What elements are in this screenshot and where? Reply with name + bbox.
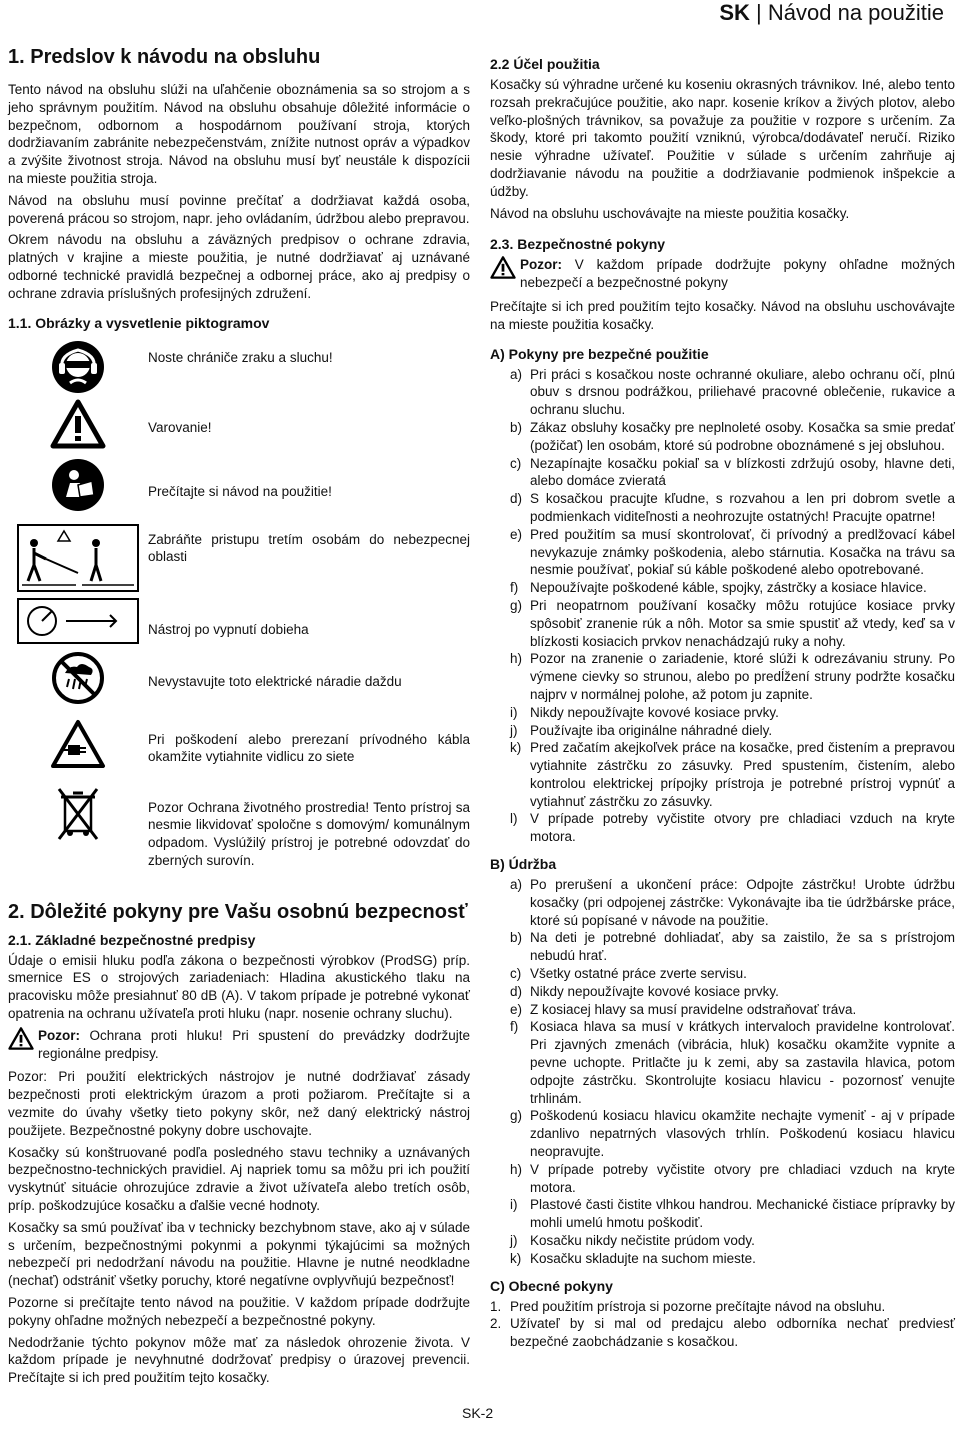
- s1-paragraph: Okrem návodu na obsluhu a záväzných predpisov o ochrane zdravia, platných v krajine a mieste použitia, je nutné dodržiavať aj uznávané odborné technické pravidlá bezpečnej a odbornej práce, ako aj predpisy o ochrane zdravia príslušných profesijných združení.: [8, 232, 470, 301]
- list-item: [490, 419, 955, 455]
- list-item-text: Kosačku nikdy nečistite prúdom vody.: [530, 1233, 755, 1249]
- unplug-icon: [50, 719, 106, 769]
- list-item: [490, 579, 955, 597]
- list-item-text: Nikdy nepoužívajte kovové kosiace prvky.: [530, 704, 779, 720]
- list-item-marker: a): [510, 366, 523, 382]
- list-item-marker: b): [510, 930, 523, 946]
- list-item-marker: h): [510, 651, 523, 667]
- list-item: [490, 739, 955, 810]
- left-column: [8, 42, 470, 1391]
- s2-paragraph: Kosačky sú konštruované podľa posledného stavu techniky a uznávaných bezpečnostno-technických pravidiel. Aj napriek tomu sa môžu pri ich použití vyskytnúť situácie ohrozujúce zdravie a život užívateľa alebo tretích osôb, príp. poškodzujúce kosačku a ďalšie vecné hodnoty.: [8, 1144, 470, 1213]
- list-item-marker: c): [510, 966, 522, 982]
- list-item: [490, 1298, 955, 1316]
- list-item-marker: b): [510, 419, 523, 435]
- list-item: [490, 1196, 955, 1232]
- warning-label: Pozor:: [38, 1027, 80, 1043]
- list-item: [490, 965, 955, 983]
- list-item: [490, 366, 955, 419]
- s2-paragraph: Údaje o emisii hluku podľa zákona o bezpečnosti výrobkov (ProdSG) príp. smernice ES o strojových zariadeniach: Hladina akustického tlaku na pracovisku môže presiahnuť 80 dB (A). V takom prípade je potrebné vykonať opatrenia na ochranu užívateľa proti hluku (napr. nosenie ochrany sluchu).: [8, 952, 470, 1021]
- list-item-text: Po prerušení a ukončení práce: Odpojte zástrčku! Urobte údržbu kosačky (pri odpojenej zástrčke: Vykonávajte iba tie údržbárske práce, ktoré sú popísané v návode na použitie.: [530, 877, 955, 928]
- list-item: [490, 1001, 955, 1019]
- s2-paragraph: Nedodržanie týchto pokynov môže mať za následok ohrozenie života. V každom prípade je nevyhnutné dodržovať predpisy o úrazovej prevencii. Prečítajte si ich pred použitím tejto kosačky.: [8, 1334, 470, 1386]
- list-item-text: Nepoužívajte poškodené káble, spojky, zástrčky a kosiace hlavice.: [530, 580, 927, 596]
- pictogram-text: Noste chrániče zraku a sluchu!: [148, 349, 333, 365]
- pictogram-row: [8, 523, 470, 597]
- list-item-text: Zákaz obsluhy kosačky pre neplnoleté osoby. Kosačka sa smie predať (požičať) len osobám, ktoré sú podrobne oboznámené s jej obsluhou.: [530, 419, 955, 453]
- list-item: [490, 455, 955, 491]
- pictogram-list: [8, 341, 470, 873]
- list-item: [490, 526, 955, 579]
- list-item-text: Pri neopatrnom používaní kosačky môžu rotujúce kosiace prvky spôsobiť zranenie rúk a nôh. Motor sa smie spustiť až vtedy, keď sa v blízkosti kosiacich prvkov nenachádzajú ruky a nohy.: [530, 597, 955, 649]
- list-item-marker: k): [510, 740, 522, 756]
- list-item-marker: g): [510, 1108, 523, 1124]
- section22-title: 2.2 Účel použitia: [490, 56, 600, 72]
- list-item: [490, 929, 955, 965]
- subsection-b-title: B) Údržba: [490, 856, 557, 873]
- pictogram-row: [8, 597, 470, 651]
- maintenance-list-b: [490, 876, 955, 1268]
- list-item: [490, 1018, 955, 1107]
- page-number: SK-2: [462, 1405, 494, 1421]
- warning-text: Ochrana proti hluku! Pri spustení do prevádzky dodržujte regionálne predpisy.: [38, 1027, 470, 1061]
- s23-paragraph: Prečítajte si ich pred použitím tejto kosačky. Návod na obsluhu uschovávajte na mieste použitia kosačky.: [490, 298, 955, 332]
- pictogram-row: [8, 719, 470, 783]
- safety-warning: [490, 256, 955, 292]
- list-item-marker: k): [510, 1250, 522, 1266]
- s22-paragraph: Kosačky sú výhradne určené ku koseniu okrasných trávnikov. Iné, alebo tento rozsah prekračujúce použitie, ako napr. kosenie kríkov a živých plotov, alebo veľko-plošných trávnikov, sa považuje za použitie v rozpore s určením. Za škody, ktoré pri takomto použití vzniknú, výrobca/dodávateľ neručí. Riziko nesie výhradne užívateľ. Použitie v súlade s určením zahrňuje aj dodržiavanie návodu na použitie a dodržiavanie podmienok inšpekcie a údžby.: [490, 77, 955, 199]
- section2-title: 2. Dôležité pokyny pre Vašu osobnú bezpecnosť: [8, 900, 468, 923]
- s22-paragraph: Návod na obsluhu uschovávajte na mieste použitia kosačky.: [490, 205, 850, 221]
- warning-text: V každom prípade dodržujte pokyny ohľadne možných nebezpečí a bezpečnostné pokyny: [520, 257, 955, 291]
- list-item: [490, 490, 955, 526]
- s2-paragraph: Kosačky sa smú používať iba v technicky bezchybnom stave, ako aj v súlade s určením, bezpečnostnými pokynmi a pokynmi týkajúcimi sa možných nebezpečí pri nedodržaní návodu na použitie. Hlavne je nutné neodkladne (nechať) odstrániť všetky poruchy, ktoré negatívne ovplyvňujú bezpečnosť!: [8, 1219, 470, 1289]
- crossed-bin-icon: [53, 783, 103, 845]
- pictogram-text: Pozor Ochrana životného prostredia! Tento prístroj sa nesmie likvidovať spoločne s domovým/ komunálnym odpadom. Vyslúžilý prístroj je potrebné odovzdať do zberných surovín.: [148, 799, 470, 868]
- tool-runs-on-icon: [16, 597, 140, 645]
- list-item-marker: j): [510, 722, 518, 738]
- list-item-marker: 2.: [490, 1316, 502, 1332]
- list-item-text: Poškodenú kosiacu hlavicu okamžite nechajte vymeniť - aj v prípade zdanlivo nepatrných vlasových trhlín. Poškodenú kosiacu hlavicu neopravujte.: [530, 1108, 955, 1160]
- list-item-marker: g): [510, 597, 523, 613]
- list-item-marker: l): [510, 811, 518, 827]
- eye-ear-protection-icon: [52, 341, 104, 393]
- warning-triangle-icon: [50, 399, 106, 449]
- general-list-c: [490, 1298, 955, 1351]
- section21-title: 2.1. Základné bezpečnostné predpisy: [8, 931, 256, 948]
- list-item-text: Nikdy nepoužívajte kovové kosiace prvky.: [530, 983, 779, 999]
- s1-paragraph: Tento návod na obsluhu slúži na uľahčenie oboznámenia sa so strojom a s jeho správnym použitím. Návod na obsluhu obsahuje dôležité informácie o bezpečnom, odbornom a hospodárnom používaní stroja, ktorých dodržiavaním zabránite nebezpečenstvám, znížite nutnost opráv a výpadkov a zvýšite životnost stroja. Návod na obsluhu musí byť neustále k dispozícii na mieste použitia stroja.: [8, 82, 470, 186]
- pictogram-text: Varovanie!: [148, 419, 212, 435]
- warning-label: Pozor:: [520, 257, 562, 273]
- list-item-text: V prípade potreby vyčistite otvory pre chladiaci vzduch na kryte motora.: [530, 811, 955, 845]
- subsection-a-title: A) Pokyny pre bezpečné použitie: [490, 345, 709, 362]
- list-item: [490, 1161, 955, 1197]
- list-item-marker: j): [510, 1233, 518, 1249]
- section1-title: 1. Predslov k návodu na obsluhu: [8, 46, 321, 68]
- keep-distance-icon: [16, 523, 140, 593]
- list-item-marker: d): [510, 983, 523, 999]
- pictogram-subtitle: 1.1. Obrázky a vysvetlenie piktogramov: [8, 314, 270, 331]
- list-item-text: Kosačku skladujte na suchom mieste.: [530, 1250, 756, 1266]
- warning-triangle-icon: [8, 1027, 34, 1050]
- list-item: [490, 1232, 955, 1250]
- list-item: [490, 810, 955, 846]
- list-item-marker: f): [510, 1019, 519, 1035]
- list-item: [490, 1315, 955, 1351]
- list-item-text: Kosiaca hlava sa musí v krátkych intervaloch pravidelne kontrolovať. Pri zjavných zmenách (vibrácia, hluk) kosačku okamžite vypnite a pevne uchopte. Pritlačte ju k zemi, aby sa zastavila hlavica, potom odpojte zástrčku. Skontrolujte kosiacu hlavicu - pozornosť venujte trhlinám.: [530, 1019, 955, 1106]
- list-item-text: Pred použitím sa musí skontrolovať, či prívodný a predlžovací kábel nevykazuje známky poškodenia, alebo stárnutia. Kosačka na trávu sa nesmie používať, pokiaľ sú káble poškodené alebo opotrebované.: [530, 526, 955, 578]
- header-title: Návod na použitie: [767, 0, 944, 25]
- list-item-marker: h): [510, 1161, 523, 1177]
- pictogram-row: [8, 783, 470, 873]
- list-item: [490, 597, 955, 650]
- list-item-text: Pozor na zranenie o zariadenie, ktoré slúži k odrezávaniu struny. Po výmene cievky so strunou, alebo po predĺžení struny podržte kosačku najprv v normálnej polohe, až potom ju zapnite.: [530, 651, 955, 702]
- subsection-c-title: C) Obecné pokyny: [490, 1277, 613, 1294]
- list-item-text: Všetky ostatné práce zverte servisu.: [530, 966, 747, 982]
- list-item-text: Užívateľ by si mal od predajcu alebo odborníka nechať predviesť bezpečné zaobchádzanie s kosačkou.: [510, 1316, 955, 1350]
- pictogram-row: [8, 459, 470, 523]
- page-header: [719, 0, 944, 26]
- pictogram-text: Prečítajte si návod na použitie!: [148, 483, 332, 499]
- list-item-marker: e): [510, 1001, 523, 1017]
- header-separator: |: [756, 0, 768, 25]
- list-item-text: S kosačkou pracujte kľudne, s rozvahou a len pri dobrom svetle a podmienkach viditeľnosti a neohrozujte ostatných! Pracujte opatrne!: [530, 491, 955, 524]
- warning-triangle-icon: [490, 256, 516, 279]
- list-item: [490, 722, 955, 740]
- s2-paragraph: Pozorne si prečítajte tento návod na použitie. V každom prípade dodržujte pokyny ohľadne možných nebezpečí a bezpečnostné pokyny.: [8, 1294, 470, 1328]
- list-item-text: Pred začatím akejkoľvek práce na kosačke, pred čistením a prepravou vytiahnite zástrčku zo zásuvky. Pred spustením, čistením, alebo kontrolou elektrickej prípojky prístroja je potrebné prístroj vypnúť a vytiahnuť zástrčku zo zásuvky.: [530, 740, 955, 809]
- list-item-marker: a): [510, 877, 523, 893]
- pictogram-text: Pri poškodení alebo prerezaní prívodného kábla okamžite vytiahnite vidlicu zo siete: [148, 731, 470, 765]
- right-column: [490, 50, 955, 1355]
- list-item-marker: 1.: [490, 1298, 502, 1314]
- read-manual-icon: [52, 459, 104, 511]
- list-item-text: Na deti je potrebné dohliadať, aby sa zaistilo, že sa s prístrojom nebudú hrať.: [530, 930, 955, 964]
- list-item-text: Pred použitím prístroja si pozorne prečítajte návod na obsluhu.: [510, 1298, 886, 1314]
- list-item-marker: f): [510, 580, 519, 596]
- list-item: [490, 704, 955, 722]
- list-item-marker: i): [510, 1197, 518, 1213]
- list-item-text: Pri práci s kosačkou noste ochranné okuliare, alebo ochranu očí, plnú obuv s drsnou podrážkou, priliehavé pracovné oblečenie, rukavice a ochranu sluchu.: [530, 366, 955, 418]
- pictogram-row: [8, 399, 470, 459]
- list-item-marker: d): [510, 491, 523, 507]
- no-rain-icon: [51, 651, 105, 705]
- list-item-text: Plastové časti čistite vlhkou handrou. Mechanické čistiace prípravky by mohli umelú hmotu poškodiť.: [530, 1197, 955, 1231]
- language-code: SK: [719, 0, 750, 25]
- pictogram-text: Zabráňte pristupu tretím osobám do nebezpecnej oblasti: [148, 531, 470, 565]
- list-item-text: Z kosiacej hlavy sa musí pravidelne odstraňovať tráva.: [530, 1001, 857, 1017]
- list-item-text: V prípade potreby vyčistite otvory pre chladiaci vzduch na kryte motora.: [530, 1161, 955, 1195]
- pictogram-text: Nevystavujte toto elektrické náradie daždu: [148, 673, 402, 689]
- list-item-marker: c): [510, 455, 522, 471]
- section23-title: 2.3. Bezpečnostné pokyny: [490, 236, 666, 253]
- noise-warning: [8, 1027, 470, 1063]
- list-item-marker: i): [510, 704, 518, 720]
- pictogram-row: [8, 341, 470, 399]
- s2-paragraph: Pozor: Pri použití elektrických nástrojov je nutné dodržiavať zásady bezpečnosti proti elektrickým úrazom a proti požiarom. Prečítajte si a vezmite do úvahy všetky tieto pokyny skôr, než daný elektrický nástroj použijete. Bezpečnostné pokyny dobre uschovajte.: [8, 1069, 470, 1138]
- pictogram-text: Nástroj po vypnutí dobieha: [148, 621, 309, 637]
- list-item: [490, 1107, 955, 1160]
- pictogram-row: [8, 651, 470, 719]
- list-item-marker: e): [510, 526, 523, 542]
- s1-paragraph: Návod na obsluhu musí povinne prečítať a dodržiavat každá osoba, poverená prácou so strojom, napr. jeho ovládaním, údržbou alebo prepravou.: [8, 192, 470, 226]
- list-item-text: Používajte iba originálne náhradné diely.: [530, 722, 773, 738]
- safety-list-a: [490, 366, 955, 847]
- list-item: [490, 1250, 955, 1268]
- list-item-text: Nezapínajte kosačku pokiaľ sa v blízkosti zdržujú osoby, hlavne deti, alebo domáce zvieratá: [530, 455, 955, 489]
- list-item: [490, 650, 955, 703]
- list-item: [490, 876, 955, 929]
- list-item: [490, 983, 955, 1001]
